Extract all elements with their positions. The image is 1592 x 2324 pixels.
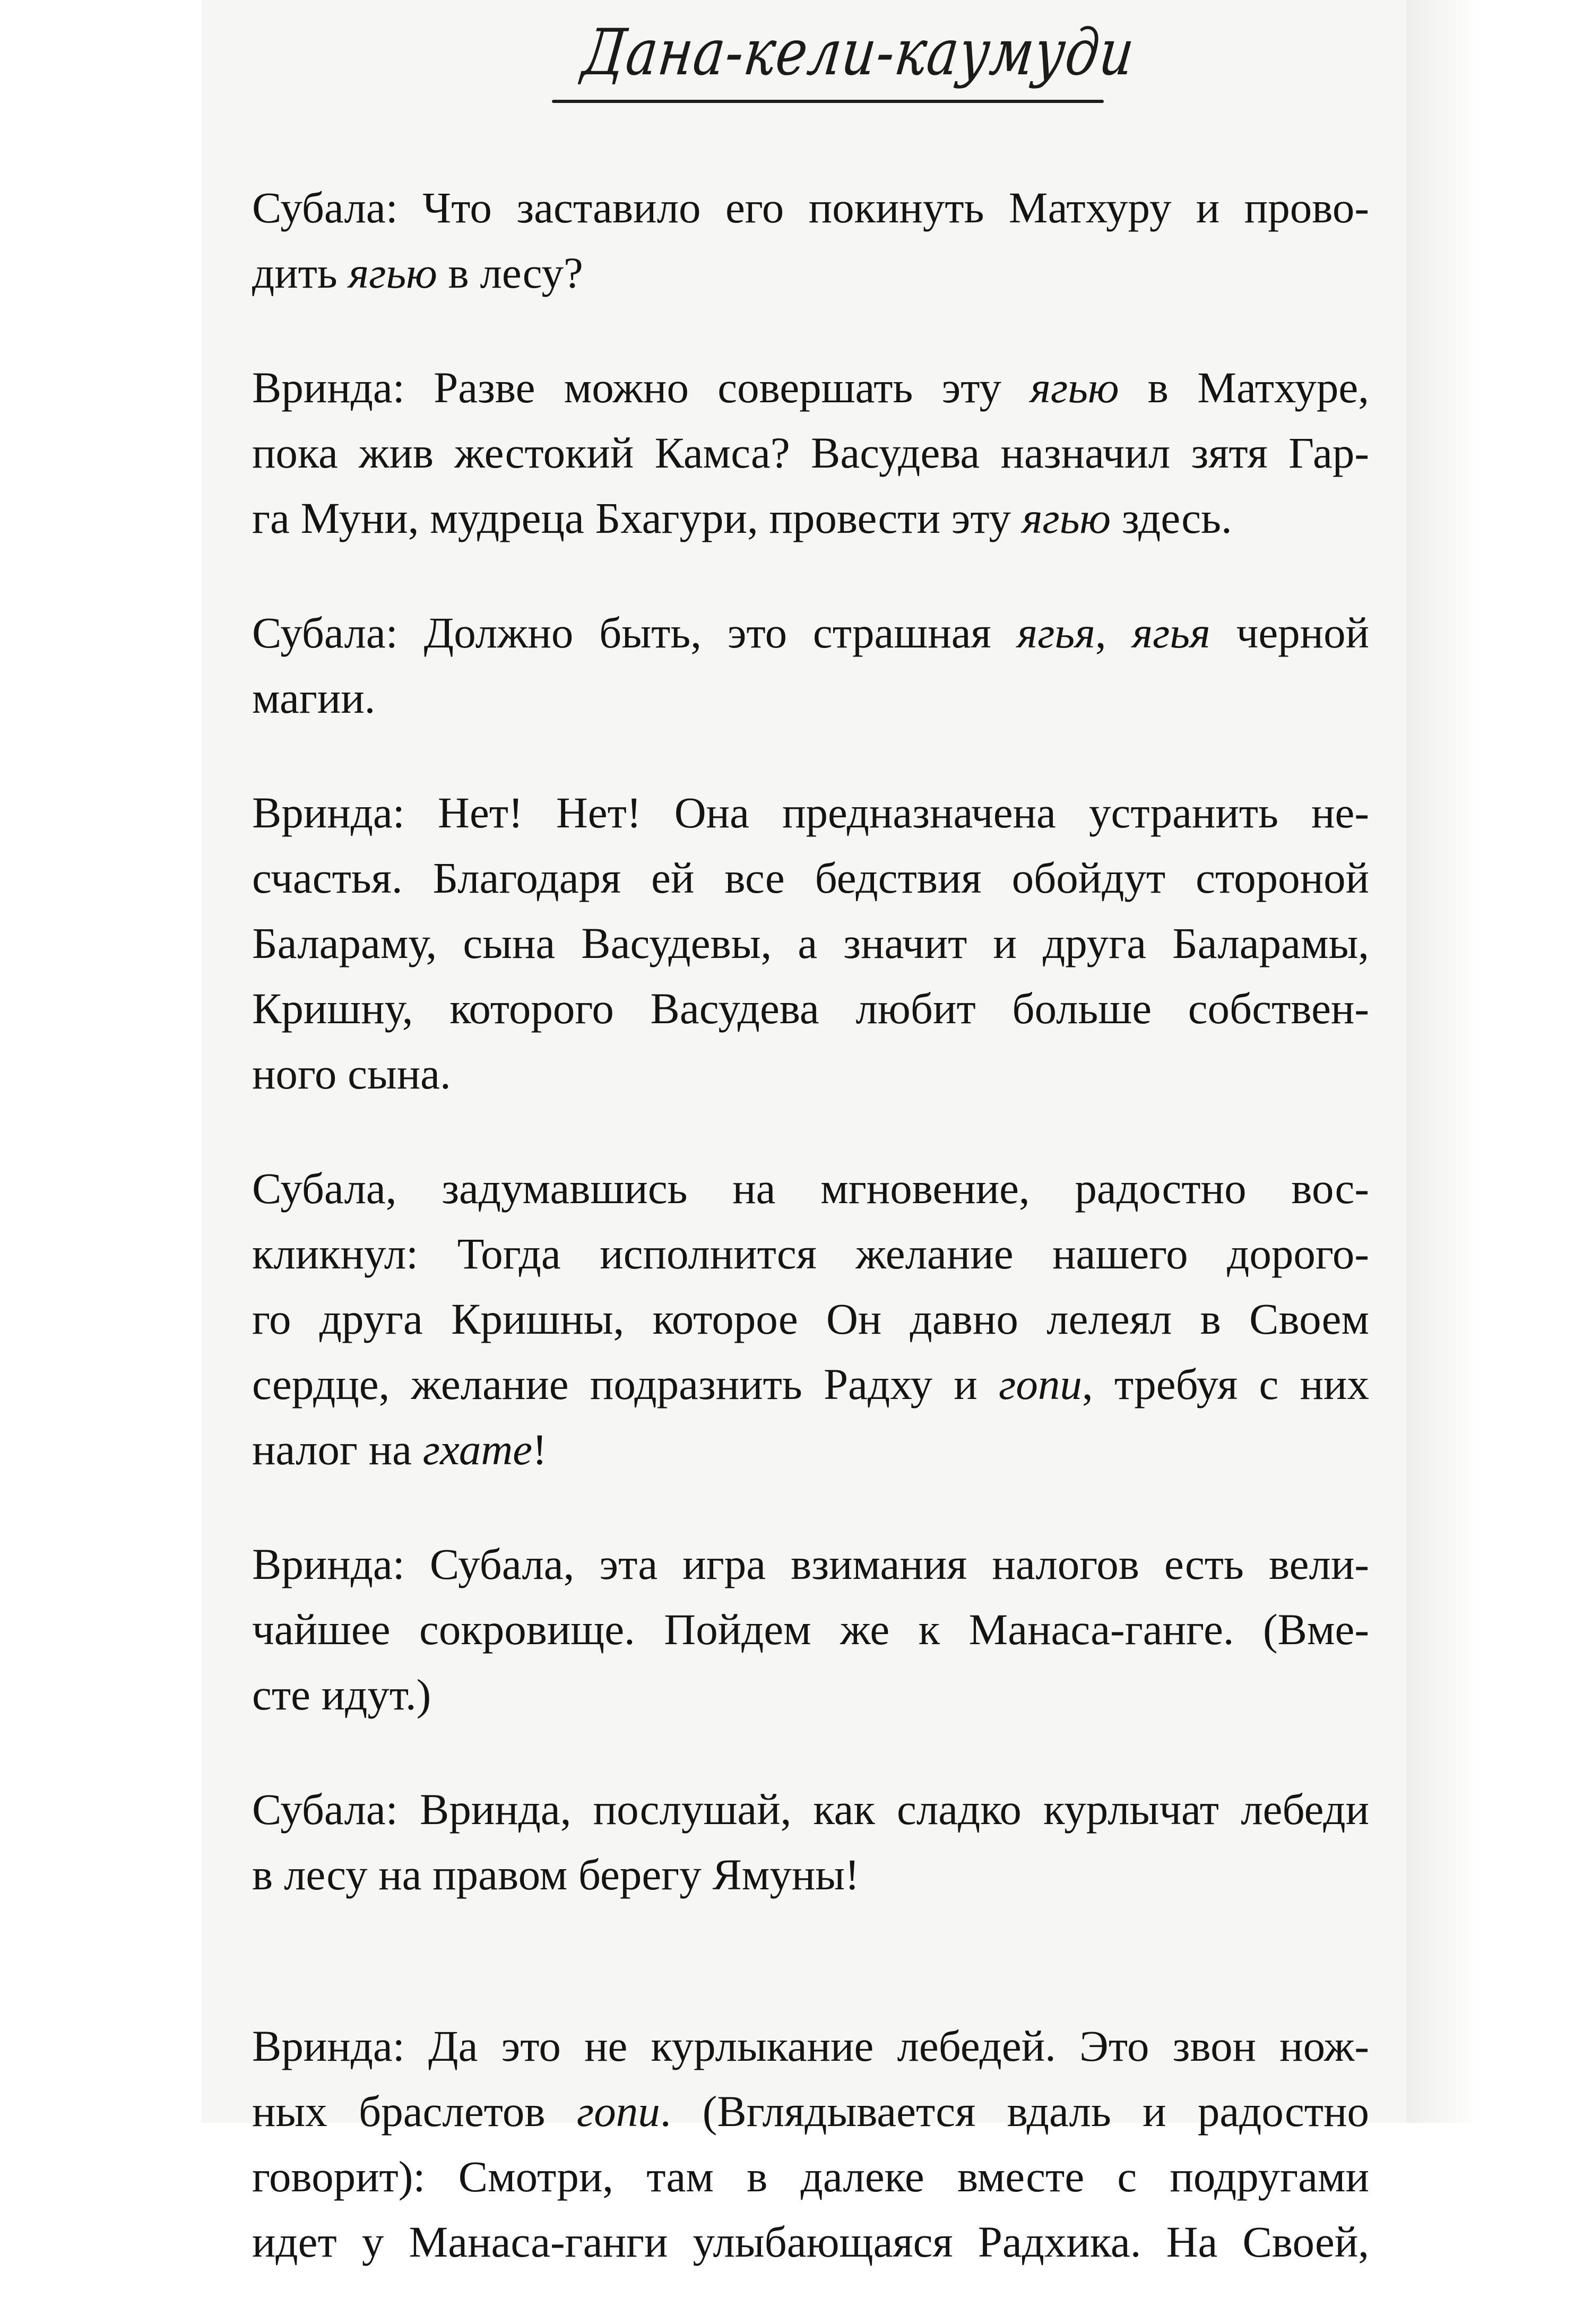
text-column	[252, 175, 1369, 2324]
italic-term: гхате	[422, 1425, 533, 1474]
text-segment: кликнул: Тогда исполнится желание нашего дорого-	[252, 1229, 1369, 1278]
paragraph	[252, 600, 1369, 731]
text-line	[252, 420, 1369, 486]
text-segment: пока жив жестокий Камса? Васудева назначил зятя Гар-	[252, 428, 1369, 477]
text-line	[252, 175, 1369, 240]
text-segment: налог на	[252, 1425, 423, 1474]
running-head	[531, 5, 1139, 111]
paragraph	[252, 1777, 1369, 1907]
text-segment: в Матхуре,	[1119, 363, 1369, 412]
italic-term: ягью	[348, 248, 437, 297]
italic-term: гопи	[576, 2087, 660, 2136]
text-segment: ного сына.	[252, 1049, 451, 1098]
text-segment: в лесу на правом берегу Ямуны!	[252, 1850, 860, 1899]
text-line	[252, 1041, 1369, 1107]
paragraph	[252, 175, 1369, 306]
text-line	[252, 845, 1369, 911]
text-segment: . (Вглядывается вдаль и радостно	[660, 2087, 1369, 2136]
text-line	[252, 2144, 1369, 2209]
text-segment: !	[532, 1425, 547, 1474]
paragraph	[252, 1156, 1369, 1482]
italic-term: ягья	[1017, 608, 1095, 657]
text-segment: говорит): Смотри, там в далеке вместе с подругами	[252, 2152, 1369, 2201]
text-segment: сердце, желание подразнить Радху и	[252, 1360, 999, 1409]
italic-term: ягья	[1132, 608, 1210, 657]
text-line	[252, 240, 1369, 306]
text-segment: дить	[252, 248, 349, 297]
text-segment: Вринда: Нет! Нет! Она предназначена устранить не-	[252, 788, 1369, 837]
text-segment: Субала: Вринда, послушай, как сладко курлычат лебеди	[252, 1785, 1369, 1834]
paragraph	[252, 780, 1369, 1107]
text-segment: Кришну, которого Васудева любит больше собствен-	[252, 984, 1369, 1033]
text-segment: Вринда: Субала, эта игра взимания налогов есть вели-	[252, 1540, 1369, 1588]
text-line	[252, 666, 1369, 731]
text-line	[252, 1777, 1369, 1842]
text-line	[252, 1532, 1369, 1597]
text-segment: черной	[1210, 608, 1369, 657]
text-line	[252, 976, 1369, 1041]
text-segment: Балараму, сына Васудевы, а значит и друга Баларамы,	[252, 919, 1369, 967]
text-line	[252, 2209, 1369, 2275]
page-edge	[1406, 0, 1592, 2123]
text-segment: го друга Кришны, которое Он давно лелеял в Своем	[252, 1294, 1369, 1343]
text-segment: Субала: Должно быть, это страшная	[252, 608, 1017, 657]
text-segment: ,	[1095, 608, 1132, 657]
text-line	[252, 1842, 1369, 1907]
italic-term: ягью	[1030, 363, 1119, 412]
text-segment: га Муни, мудреца Бхагури, провести эту	[252, 494, 1022, 542]
text-segment: в лесу?	[437, 248, 583, 297]
text-line	[252, 1352, 1369, 1417]
text-segment: магии.	[252, 673, 376, 722]
paragraph	[252, 1532, 1369, 1727]
text-segment: сте идут.)	[252, 1670, 431, 1719]
text-line	[252, 1221, 1369, 1286]
text-line	[252, 486, 1369, 551]
text-line	[252, 600, 1369, 666]
text-line	[252, 1662, 1369, 1727]
text-line	[252, 355, 1369, 420]
text-segment: чайшее сокровище. Пойдем же к Манаса-ганге. (Вме-	[252, 1605, 1369, 1654]
text-line	[252, 1156, 1369, 1221]
text-segment: здесь.	[1111, 494, 1232, 542]
text-line	[252, 911, 1369, 976]
text-segment: Субала: Что заставило его покинуть Матхуру и прово-	[252, 183, 1369, 232]
text-segment: идет у Манаса-ганги улыбающаяся Радхика. На Своей,	[252, 2217, 1369, 2266]
text-line	[252, 2014, 1369, 2079]
running-head-title: Дана-кели-каумуди	[579, 16, 1139, 90]
text-segment: ных браслетов	[252, 2087, 577, 2136]
text-line	[252, 2079, 1369, 2144]
paragraph	[252, 2014, 1369, 2275]
text-line	[252, 780, 1369, 845]
text-segment: , требуя с них	[1081, 1360, 1369, 1409]
text-line	[252, 1597, 1369, 1662]
text-line	[252, 1286, 1369, 1352]
running-head-underline	[552, 100, 1104, 103]
italic-term: гопи	[999, 1360, 1082, 1409]
text-line	[252, 1417, 1369, 1482]
italic-term: ягью	[1022, 494, 1111, 542]
paragraph	[252, 355, 1369, 551]
text-segment: Вринда: Да это не курлыкание лебедей. Это звон нож-	[252, 2021, 1369, 2070]
text-segment: Вринда: Разве можно совершать эту	[252, 363, 1031, 412]
text-segment: Субала, задумавшись на мгновение, радостно вос-	[252, 1164, 1369, 1213]
text-segment: счастья. Благодаря ей все бедствия обойдут стороной	[252, 853, 1369, 902]
